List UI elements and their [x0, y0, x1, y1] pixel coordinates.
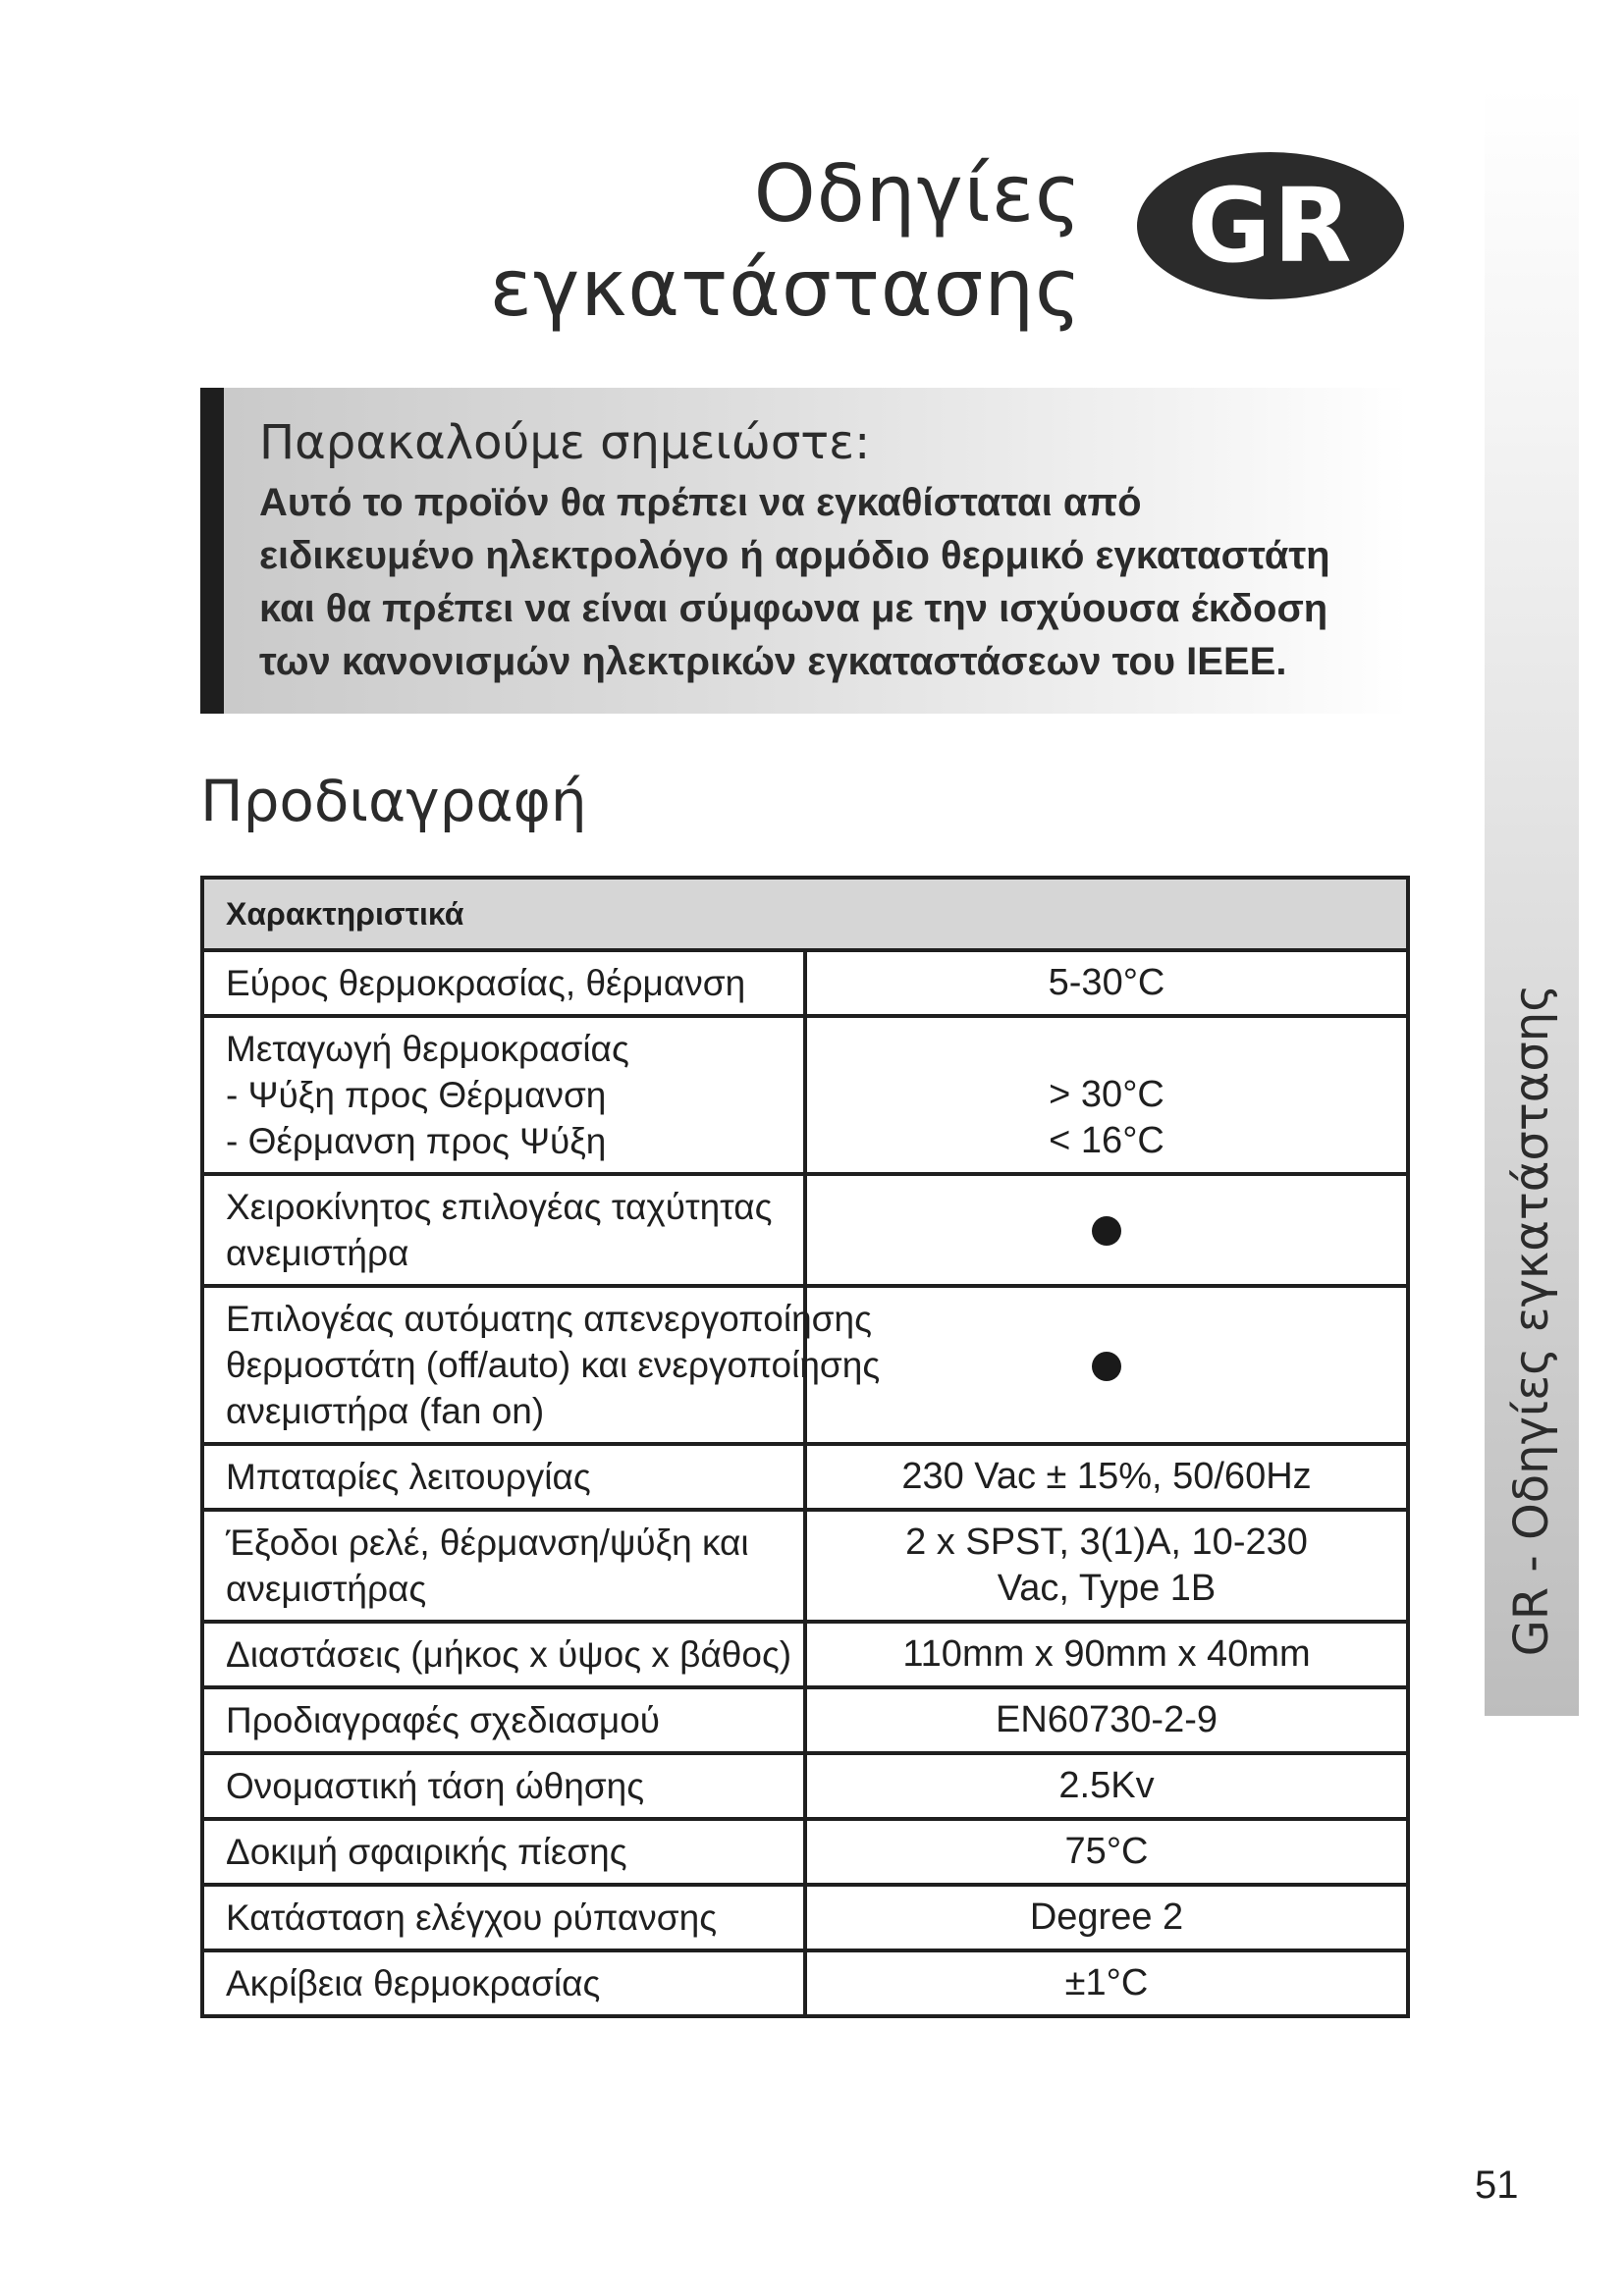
spec-value-line: 2 x SPST, 3(1)A, 10-230: [905, 1522, 1308, 1563]
table-row: [202, 1950, 1408, 2016]
spec-label: [202, 1819, 805, 1885]
spec-label-line: Ακρίβεια θερμοκρασίας: [226, 1963, 601, 2003]
bullet-dot-icon: [1092, 1216, 1121, 1246]
section-title: Προδιαγραφή: [200, 768, 587, 834]
spec-label-line: Προδιαγραφές σχεδιασμού: [226, 1700, 661, 1740]
table-row: [202, 1687, 1408, 1753]
spec-label-line: Μπαταρίες λειτουργίας: [226, 1457, 591, 1497]
spec-value-line: Degree 2: [1029, 1896, 1184, 1938]
spec-label-line: ανεμιστήρα: [226, 1233, 409, 1273]
page-number: 51: [1475, 2163, 1519, 2207]
spec-value: [805, 1016, 1408, 1174]
table-row: [202, 1286, 1408, 1444]
spec-value-line: 110mm x 90mm x 40mm: [902, 1633, 1311, 1675]
spec-value: [805, 1286, 1408, 1444]
notice-line: Αυτό το προϊόν θα πρέπει να εγκαθίσταται από: [259, 481, 1142, 524]
spec-value-line: 5-30°C: [1048, 962, 1165, 1003]
spec-label-line: Επιλογέας αυτόματης απενεργοποίησης: [226, 1299, 872, 1339]
table-row: [202, 1622, 1408, 1687]
spec-label: [202, 1622, 805, 1687]
language-badge: GR: [1137, 152, 1404, 299]
notice-accent-bar: [200, 388, 224, 714]
notice-heading: Παρακαλούμε σημειώστε:: [259, 415, 871, 470]
spec-value: [805, 1950, 1408, 2016]
spec-value-line: EN60730-2-9: [995, 1699, 1218, 1740]
spec-label: [202, 1444, 805, 1510]
spec-label: [202, 1885, 805, 1950]
spec-label-line: Έξοδοι ρελέ, θέρμανση/ψύξη και: [226, 1522, 749, 1563]
spec-value-line: ±1°C: [1064, 1962, 1149, 2003]
spec-label: [202, 1753, 805, 1819]
notice-line: και θα πρέπει να είναι σύμφωνα με την ισχύουσα έκδοση: [259, 587, 1328, 630]
page-title-line-1: Οδηγίες: [753, 148, 1082, 240]
table-row: [202, 1510, 1408, 1622]
table-row: [202, 1016, 1408, 1174]
spec-value: [805, 1819, 1408, 1885]
spec-label-line: Χειροκίνητος επιλογέας ταχύτητας: [226, 1187, 773, 1227]
spec-label-line: θερμοστάτη (off/auto) και ενεργοποίησης: [226, 1345, 881, 1385]
spec-value: [805, 950, 1408, 1016]
table-row: [202, 1753, 1408, 1819]
spec-label: [202, 1510, 805, 1622]
notice-body: [259, 476, 1379, 688]
spec-value-line: 230 Vac ± 15%, 50/60Hz: [901, 1456, 1312, 1497]
spec-value: [805, 1753, 1408, 1819]
spec-value-line: 75°C: [1064, 1831, 1149, 1872]
spec-value: [805, 1687, 1408, 1753]
page-title-line-2: εγκατάστασης: [489, 242, 1082, 334]
table-row: [202, 1819, 1408, 1885]
page-title: [490, 147, 1082, 336]
spec-label-line: - Θέρμανση προς Ψύξη: [226, 1121, 607, 1161]
notice-line: ειδικευμένο ηλεκτρολόγο ή αρμόδιο θερμικό εγκαταστάτη: [259, 534, 1330, 577]
spec-label: [202, 1950, 805, 2016]
spec-value: [805, 1885, 1408, 1950]
spec-table-header: Χαρακτηριστικά: [202, 878, 1408, 950]
spec-label: [202, 950, 805, 1016]
table-row: [202, 950, 1408, 1016]
spec-label-line: Δοκιμή σφαιρικής πίεσης: [226, 1832, 627, 1872]
bullet-dot-icon: [1092, 1352, 1121, 1381]
side-tab-label: GR - Οδηγίες εγκατάστασης: [1504, 984, 1559, 1657]
spec-label-line: ανεμιστήρα (fan on): [226, 1391, 545, 1431]
spec-label-line: Διαστάσεις (μήκος x ύψος x βάθος): [226, 1634, 792, 1675]
spec-label-line: Ονομαστική τάση ώθησης: [226, 1766, 645, 1806]
spec-label-line: ανεμιστήρας: [226, 1569, 427, 1609]
spec-value: [805, 1622, 1408, 1687]
spec-table-header-row: [202, 878, 1408, 950]
table-row: [202, 1444, 1408, 1510]
spec-label: [202, 1687, 805, 1753]
spec-label-line: - Ψύξη προς Θέρμανση: [226, 1075, 607, 1115]
spec-value-line: 2.5Kv: [1058, 1765, 1155, 1806]
spec-table: [200, 876, 1410, 2018]
spec-value: [805, 1174, 1408, 1286]
spec-label: [202, 1016, 805, 1174]
notice-line: των κανονισμών ηλεκτρικών εγκαταστάσεων του IEEE.: [259, 640, 1287, 683]
spec-label: [202, 1174, 805, 1286]
spec-value-line: > 30°C: [1049, 1074, 1164, 1115]
table-row: [202, 1885, 1408, 1950]
spec-value-line: Vac, Type 1B: [997, 1568, 1217, 1609]
spec-label-line: Εύρος θερμοκρασίας, θέρμανση: [226, 963, 746, 1003]
spec-label: [202, 1286, 881, 1444]
spec-value: [805, 1510, 1408, 1622]
spec-value: [805, 1444, 1408, 1510]
table-row: [202, 1174, 1408, 1286]
spec-label-line: Κατάσταση ελέγχου ρύπανσης: [226, 1897, 718, 1938]
spec-value-line: < 16°C: [1049, 1120, 1164, 1161]
spec-label-line: Μεταγωγή θερμοκρασίας: [226, 1029, 629, 1069]
notice-box: [200, 388, 1408, 714]
